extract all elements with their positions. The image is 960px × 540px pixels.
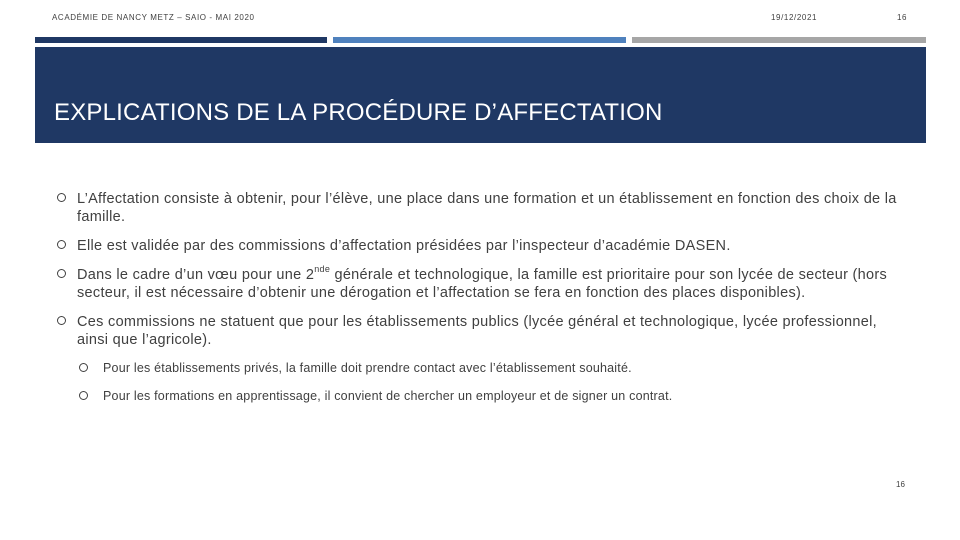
sub-bullet-text: Pour les établissements privés, la famille doit prendre contact avec l’établissement souhaité. xyxy=(103,361,632,375)
sub-bullet-item xyxy=(79,388,907,404)
circle-bullet-icon xyxy=(57,269,66,278)
header-date: 19/12/2021 xyxy=(771,13,818,22)
circle-bullet-icon xyxy=(57,193,66,202)
bullet-text-end: générale et technologique, la famille est prioritaire pour son lycée de secteur (hors secteur, il est nécessaire d’obtenir une dérogation et l’affectation se fera en fonction des places disponibles). xyxy=(77,267,888,301)
bullet-item xyxy=(57,313,907,349)
bullet-text: L’Affectation consiste à obtenir, pour l’élève, une place dans une formation et un établissement en fonction des choix de la famille. xyxy=(77,191,897,225)
bullet-superscript: nde xyxy=(314,264,331,275)
sub-bullet-text: Pour les formations en apprentissage, il convient de chercher un employeur et de signer un contrat. xyxy=(103,389,673,403)
bullet-text: Elle est validée par des commissions d’affectation présidées par l’inspecteur d’académie DASEN. xyxy=(77,238,731,254)
circle-bullet-icon xyxy=(57,240,66,249)
bullet-item xyxy=(57,266,907,302)
accent-bar-grey xyxy=(632,37,926,43)
accent-bar-blue xyxy=(333,37,626,43)
circle-bullet-icon xyxy=(79,363,88,372)
accent-bar-dark xyxy=(35,37,327,43)
footer-page-number: 16 xyxy=(896,480,905,489)
bullet-text-start: Dans le cadre d’un vœu pour une 2 xyxy=(77,267,315,283)
circle-bullet-icon xyxy=(57,316,66,325)
header-org: ACADÉMIE DE NANCY METZ – SAIO - MAI 2020 xyxy=(52,13,255,22)
title-band xyxy=(35,47,926,143)
header-slide-number: 16 xyxy=(897,13,908,22)
content-body xyxy=(57,190,907,416)
bullet-text: Ces commissions ne statuent que pour les établissements publics (lycée général et technologique, lycée professionnel, ainsi que l’agricole). xyxy=(77,314,877,348)
sub-bullet-item xyxy=(79,360,907,376)
circle-bullet-icon xyxy=(79,391,88,400)
slide-title: EXPLICATIONS DE LA PROCÉDURE D’AFFECTATION xyxy=(54,99,663,126)
bullet-item xyxy=(57,237,907,255)
bullet-item xyxy=(57,190,907,226)
